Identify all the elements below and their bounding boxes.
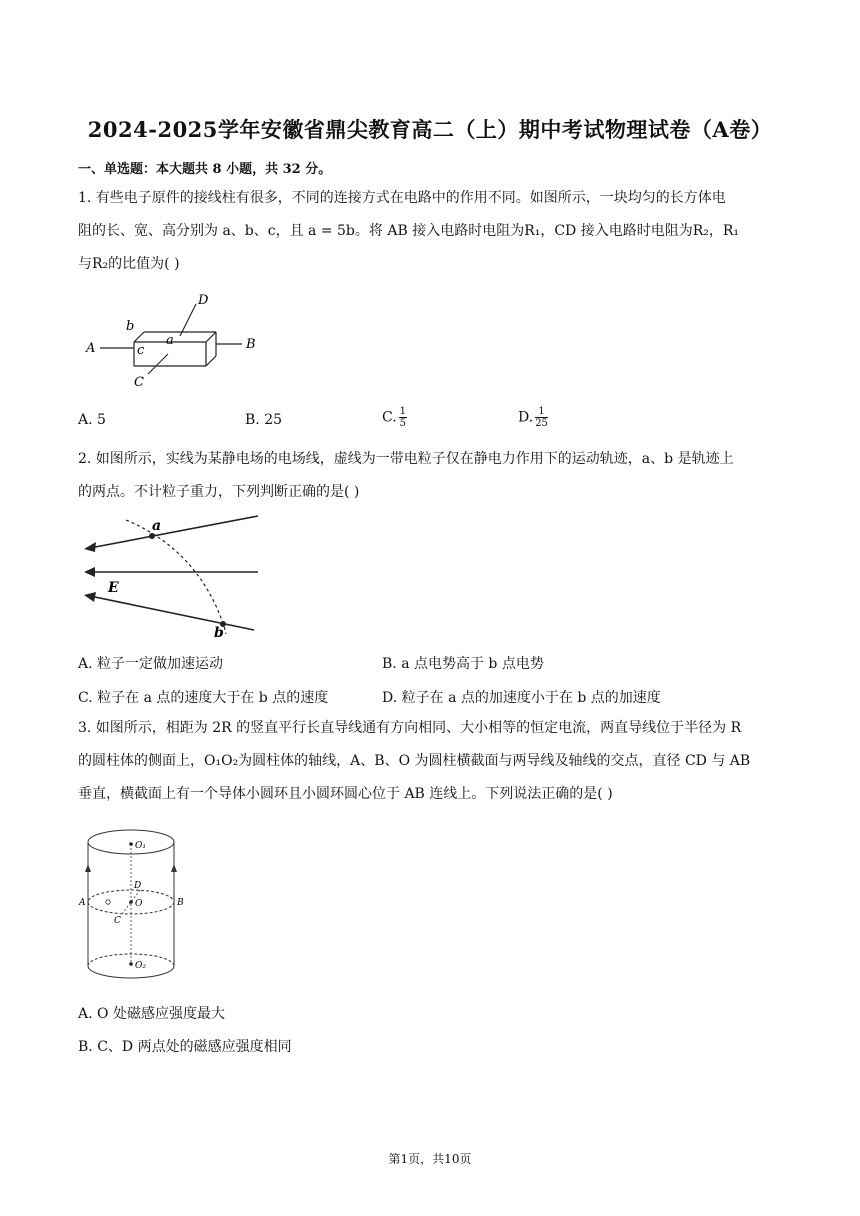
q3-cylinder-figure bbox=[78, 826, 188, 986]
q1-option-d-prefix: D. bbox=[518, 409, 534, 426]
q3-line-3: 垂直，横截面上有一个导体小圆环且小圆环圆心位于 AB 连线上。下列说法正确的是( ) bbox=[78, 786, 613, 802]
question-2-stem bbox=[78, 443, 780, 509]
q2-field-figure bbox=[78, 510, 268, 645]
q2-label-b: b bbox=[214, 625, 224, 641]
q2-line-1: 2. 如图所示，实线为某静电场的电场线，虚线为一带电粒子仅在静电力作用下的运动轨迹，a、b 是轨迹上 bbox=[78, 451, 734, 467]
q1-label-c: c bbox=[137, 343, 145, 358]
q1-option-d-denominator: 25 bbox=[535, 418, 548, 429]
q3-line-1: 3. 如图所示，相距为 2R 的竖直平行长直导线通有方向相同、大小相等的恒定电流，两直导线位于半径为 R bbox=[78, 720, 742, 736]
q3-label-C: C bbox=[114, 916, 121, 926]
q3-label-D: D bbox=[134, 881, 142, 891]
q1-line-1: 1. 有些电子原件的接线柱有很多，不同的连接方式在电路中的作用不同。如图所示，一块均匀的长方体电 bbox=[78, 190, 726, 206]
q2-option-a: A. 粒子一定做加速运动 bbox=[78, 656, 224, 672]
q3-label-O1: O₁ bbox=[135, 841, 146, 851]
page-footer: 第1页，共10页 bbox=[388, 1152, 472, 1166]
q1-option-c bbox=[382, 406, 407, 429]
q1-option-c-fraction bbox=[399, 406, 407, 429]
q2-option-b: B. a 点电势高于 b 点电势 bbox=[382, 656, 544, 672]
q1-option-d-fraction bbox=[535, 406, 548, 429]
section-heading: 一、单选题：本大题共 8 小题，共 32 分。 bbox=[78, 162, 332, 177]
q1-option-d bbox=[518, 406, 548, 429]
q1-option-d-numerator: 1 bbox=[535, 406, 548, 418]
q3-label-O: O bbox=[135, 899, 143, 909]
q2-option-d: D. 粒子在 a 点的加速度小于在 b 点的加速度 bbox=[382, 690, 661, 706]
q1-label-D: D bbox=[198, 293, 209, 308]
q1-option-b: B. 25 bbox=[245, 412, 283, 428]
q1-option-c-numerator: 1 bbox=[399, 406, 407, 417]
q2-label-a: a bbox=[152, 518, 162, 534]
q3-label-B: B bbox=[177, 898, 184, 908]
q3-option-b: B. C、D 两点处的磁感应强度相同 bbox=[78, 1039, 292, 1055]
exam-title: 2024-2025学年安徽省鼎尖教育高二（上）期中考试物理试卷（A卷） bbox=[87, 117, 773, 142]
q1-line-2: 阻的长、宽、高分别为 a、b、c，且 a = 5b。将 AB 接入电路时电阻为R₁，CD 接入电路时电阻为R₂，R₁ bbox=[78, 223, 740, 239]
q1-label-a: a bbox=[166, 333, 174, 348]
q1-option-c-prefix: C. bbox=[382, 409, 397, 426]
q1-label-B: B bbox=[246, 337, 256, 352]
q3-label-O2: O₂ bbox=[135, 961, 146, 971]
q3-label-A: A bbox=[79, 898, 86, 908]
q2-option-c: C. 粒子在 a 点的速度大于在 b 点的速度 bbox=[78, 690, 329, 706]
q1-option-a: A. 5 bbox=[78, 412, 106, 428]
q1-label-C: C bbox=[134, 375, 144, 390]
q1-resistor-figure bbox=[82, 290, 282, 390]
question-3-stem bbox=[78, 712, 780, 811]
q1-label-A: A bbox=[86, 341, 96, 356]
q3-line-2: 的圆柱体的侧面上，O₁O₂为圆柱体的轴线，A、B、O 为圆柱横截面与两导线及轴线的交点，直径 CD 与 AB bbox=[78, 753, 751, 769]
q2-line-2: 的两点。不计粒子重力，下列判断正确的是( ) bbox=[78, 484, 360, 500]
q1-option-c-denominator: 5 bbox=[399, 418, 407, 429]
q2-label-E: E bbox=[108, 580, 119, 596]
q1-line-3: 与R₂的比值为( ) bbox=[78, 256, 180, 272]
question-1-stem bbox=[78, 182, 780, 281]
q3-option-a: A. O 处磁感应强度最大 bbox=[78, 1006, 225, 1022]
q1-label-b: b bbox=[126, 319, 135, 334]
